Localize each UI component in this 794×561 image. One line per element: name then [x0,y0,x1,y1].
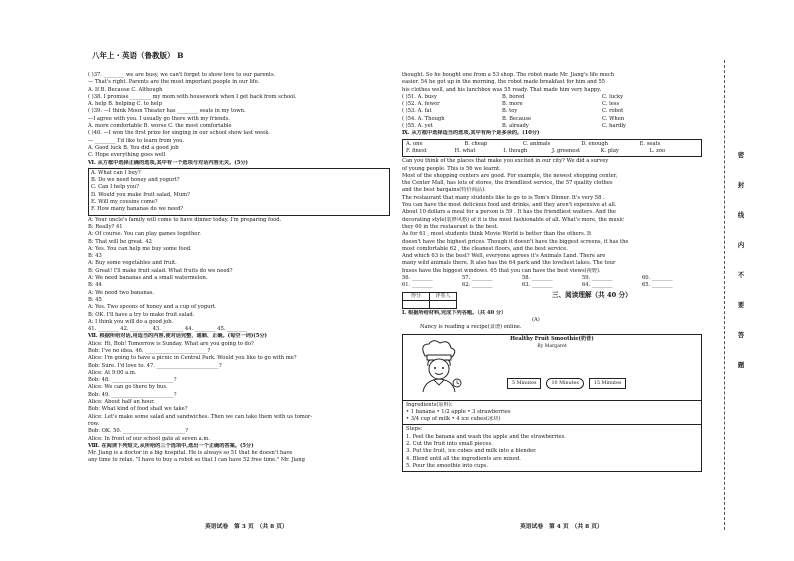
passage-line: the Center Mall, has lots of stores, the friendliest service, the 57 quality clothes [402,180,613,187]
word-option: K. play [600,147,619,154]
dialog-line: Bob: What kind of food shall we take? [88,406,188,413]
dialog-line: A: Buy some vegetables and fruit. [88,260,177,267]
passage-line: Most of the shopping centers are good. For example, the newest shopping center, [402,172,618,179]
option-item: A. What can I buy? [91,169,141,176]
section-title: 三、阅读理解（共 40 分） [552,290,632,299]
text-line: A. more comfortable B. worse C. the most comfortable [88,123,232,130]
cloze-options [402,94,702,130]
word-row [406,141,698,148]
passage-line: doesn't have the highest prices. Though it doesn't have the biggest screens, it has the [402,238,629,245]
dialog-section-7 [88,341,390,443]
footer-page-4: 英语试卷 第 4 页 （共 8 页） [520,524,603,530]
text-line: —I agree with you. I usually go there with my friends. [88,115,231,122]
word-option: H. what [454,147,476,154]
seal-char: 线 [737,212,745,219]
word-row [406,148,698,155]
passage-line: About 10 dollars a meal for a person is 59 . It has the friendliest waiters. And the [402,209,616,216]
option-row[interactable] [402,123,702,130]
passage-line: of young people. This is 56 we learnt. [402,165,501,172]
dialog-line: B: Great! I'll make fruit salad. What fruits do we need? [88,267,233,274]
option-c: C. less [602,101,620,108]
dialog-section-6 [88,217,390,334]
right-column [402,72,702,472]
steps-label: Steps: [406,426,423,433]
dialog-line: B: OK. I'll have a try to make fruit salad. [88,311,195,318]
answer-row[interactable] [402,282,702,289]
passage-line: buses have the biggest windows. 65 that you can have the best views(视野). [402,267,601,274]
step-item: 3. Put the fruit, ice cubes and milk into a blender. [406,448,537,455]
passage-line: thought. So he bought one from a 53 shop. The robot made Mr. Jiang's life much [402,72,615,78]
word-option: B. cheap [464,140,488,147]
passage-line: most comfortable 62 , the cleanest floors, and the best service. [402,245,568,252]
seal-char: 封 [737,182,745,189]
chef-illustration [413,338,463,392]
answer-row[interactable] [402,275,702,282]
seal-char: 内 [737,242,745,249]
left-column [88,72,390,465]
dialog-line: A: We need two bananas. [88,289,155,296]
ingredient-line: • 3/4 cup of milk • 4 ice cubes(冰块) [406,416,501,423]
answer-blank[interactable]: 57. ________ [462,275,493,282]
dialog-line: A: Of course. You can play games together. [88,231,201,238]
section-7-title: Ⅶ. 根据所给对话,用适当的内容,使对话完整、通顺、正确。(每空一词)(5分) [88,333,267,340]
dialog-line: Alice: Hi, Bob! Tomorrow is Sunday. What are you going to do? [88,340,254,347]
footer-page-3: 英语试卷 第 3 页 （共 8 页） [205,524,288,530]
option-a: ( )52. A. fewer [402,101,440,108]
passage-line: Mr. Jiang is a doctor in a big hospital. He is always so 51 that he doesn't have [88,450,293,457]
time-options [507,378,626,389]
passage-line: Can you think of the places that make you excited in our city? We did a survey [402,158,609,165]
time-option-15[interactable]: 15 Minutes [589,378,626,389]
score-cell[interactable] [403,300,430,308]
dialog-line: row. [88,420,100,427]
option-row[interactable] [402,116,702,123]
option-b: B. Because [502,115,532,122]
ingredient-line: • 1 banana • 1/2 apple • 3 strawberries [406,408,511,415]
option-b: B. more [502,101,523,108]
option-item: E. Will my cousins come? [91,199,158,206]
step-item: 5. Pour the smoothie into cups. [406,462,488,469]
passage-line: And which 63 is the best? Well, everyone agrees it's Animals Land. There are [402,253,606,260]
text-line: ( )39. —I think Moon Theater has ________ seats in my town. [88,108,246,115]
option-item: D. Would you make fruit salad, Mum? [91,191,190,198]
answer-grid [402,275,702,290]
text-line: A. If B. Because C. Although [88,86,163,93]
option-c: C. lucky [602,93,624,100]
text-line: ( )37. ________ we are busy, we can't forget to show love to our parents. [88,72,276,78]
option-c: C. robot [602,108,624,115]
passage-line: easier. 54 he got up in the morning, the robot made breakfast for him and 55 [402,79,606,86]
dialog-line[interactable]: Bob: OK. 50. ________________________? [88,428,189,435]
dialog-line: B: 45 [88,296,102,303]
dialog-line: Alice: Let's make some salad and sandwiches. Then we can take them with us tomor- [88,413,313,420]
part-label: (A) [532,316,540,323]
seal-notice [737,150,745,390]
word-option: C. animals [522,140,551,147]
option-item: C. Can I help you? [91,184,140,191]
text-line: ( )38. I promise ________ my mom with housework when I get back from school. [88,93,297,100]
recipe-title: Healthy Fruit Smoothie(奶昔) [510,335,594,342]
answer-blank[interactable]: 61. ________ [402,282,433,289]
text-line: ( )40. —I won the first prize for singing in our school show last week. [88,130,270,137]
recipe-header [403,336,701,400]
answer-blank[interactable]: 60. ________ [642,275,673,282]
option-b: B. bored [502,93,525,100]
grader-cell[interactable] [430,300,457,308]
survey-passage [402,158,702,275]
dialog-line[interactable]: Bob: 48. ________________________? [88,377,177,384]
option-row[interactable] [402,108,702,115]
questions-37-40 [88,72,390,160]
option-b: B. already [502,123,529,130]
answer-blank[interactable]: 59. ________ [582,275,613,282]
option-b: B. toy [502,108,518,115]
dialog-line: A: Yes. Two spoons of honey and a cup of yogurt. [88,304,217,311]
recipe-author: By Margaret [537,343,567,349]
dialog-line[interactable]: Bob: 49. ________________________? [88,391,177,398]
seal-char: 密 [737,152,745,159]
dialog-line: A: Your uncle's family will come to have dinner today. I'm preparing food. [88,216,282,223]
dialog-line: A: We need bananas and a small watermelon. [88,275,208,282]
passage-line: You can have the most delicious food and drinks, and they aren't expensive at all. [402,202,617,209]
word-option: F. finest [406,147,427,154]
text-line: — That's right. Parents are the most important people in our life. [88,79,260,86]
section-6-title: Ⅵ. 从方框中选择正确的选项,其中有一个选项与对话内容无关。(5分) [88,159,248,166]
answer-blank[interactable]: 58. ________ [522,275,553,282]
ingredients-label: Ingredients(原料): [406,401,453,408]
answer-blank[interactable]: 65. ________ [642,282,673,289]
paper-header: 八年上・英语（鲁教版） B [92,51,184,60]
score-area [402,290,702,304]
text-line: A. help B. helping C. to help [88,101,162,108]
passage-line: The restaurant that many students like to go to is Tom's Dinner. It's very 58 . [402,194,605,201]
steps-section [403,424,701,471]
answer-blanks[interactable]: 41. ________ 42. ________ 43. ________ 44. ________ 45. ________ [88,326,248,333]
seal-char: 不 [737,272,745,279]
option-row[interactable] [402,94,702,101]
grader-label: 评卷人 [430,292,457,300]
option-c: C. When [602,115,625,122]
option-item: F. How many bananas do we need? [91,206,184,213]
dialog-line: Alice: About half an hour. [88,399,155,406]
word-option: L. zoo [649,147,666,154]
time-option-5[interactable]: 5 Minutes [507,378,541,389]
passage-line: decorating style(装修风格) of it is the most fashionable of all. What's more, the music [402,216,624,223]
option-row[interactable] [402,101,702,108]
text-line: A. Good luck B. You did a good job [88,144,179,151]
section-9-title: Ⅸ. 从方框中选择适当的选项,其中有两个是多余的。(10分) [402,130,540,137]
seal-char: 要 [737,302,745,309]
text-line: C. Hope everything goes well [88,152,166,159]
answer-blank[interactable]: 56. ________ [402,275,433,282]
score-table [402,292,457,309]
passage-line: As for 61 , most students think Movie World is better than the others. It [402,231,592,238]
section-8-title: Ⅷ. 在阅读下列短文,从所给的三个选项中,选出一个正确的答案。(5分) [88,442,254,449]
dialog-line[interactable]: Bob: I've no idea. 46. ________________________? [88,347,211,354]
answer-blank[interactable]: 62. ________ [462,282,493,289]
passage-line: his clothes well, and his lunchbox was 55 ready. That made him very happy. [402,86,602,93]
step-item: 2. Cut the fruit into small pieces. [406,440,493,447]
word-option: I. though [503,147,528,154]
dialog-line: A: Yes. You can help me buy some food. [88,245,192,252]
ingredients-section [403,400,701,425]
step-item: 1. Peel the banana and wash the apple and the strawberries. [406,433,566,440]
word-option: A. one [406,140,423,147]
word-box [402,139,702,158]
dialog-line: B: 43 [88,253,102,260]
answer-blank[interactable]: 64. ________ [582,282,613,289]
dialog-line: B: That will be great. 42 [88,238,152,245]
text-line: — ________ I'd like to learn from you. [88,137,185,144]
dialog-line: B: 44 [88,282,102,289]
passage-line: any time to relax. "I have to buy a robot so that I can have 52 free time." Mr. Jiang [88,457,305,464]
option-a: ( )55. A. yet [402,123,433,130]
seal-char: 答 [737,332,745,339]
passage-line: many wild animals there. It also has the 64 park and the loveliest lakes. The tour [402,260,616,267]
word-option: D. enough [581,140,609,147]
dialog-line: Alice: We can go there by bus. [88,384,168,391]
passage-line: and the best bargains(特价商品). [402,187,486,194]
step-item: 4. Blend until all the ingredients are mixed. [406,455,521,462]
options-box [88,168,390,216]
dialog-line: Alice: At 9:00 a.m. [88,369,137,376]
dialog-line: B: Really? 41 [88,223,123,230]
reading-intro: Nancy is reading a recipe(食谱) online. [420,324,522,331]
score-label: 得分 [403,292,430,300]
word-option: J. greenest [552,147,581,154]
option-a: ( )53. A. fat [402,108,432,115]
option-a: ( )54. A. Though [402,115,445,122]
option-item: B. Do we need honey and yogurt? [91,177,180,184]
passage-line: they 60 in the restaurant is the best. [402,223,499,230]
option-a: ( )51. A. busy [402,93,437,100]
answer-blank[interactable]: 63. ________ [522,282,553,289]
option-c: C. hardly [602,123,626,130]
dialog-line: Alice: In front of our school gate at seven a.m. [88,435,210,442]
dialog-line[interactable]: Bob: Sure. I'd love to. 47. ________________________? [88,362,222,369]
time-option-10[interactable]: 10 Minutes [546,378,583,389]
dialog-line: A: I think you will do a good job. [88,318,174,325]
subsection-title: Ⅰ. 根据所给材料,完成下列各题。（共 40 分） [402,309,507,316]
seal-line [724,60,725,530]
dialog-line: Alice: I'm going to have a picnic in Central Park. Would you like to go with me? [88,355,297,362]
word-option: E. seats [639,140,661,147]
recipe-card [402,334,702,473]
seal-char: 题 [737,362,745,369]
